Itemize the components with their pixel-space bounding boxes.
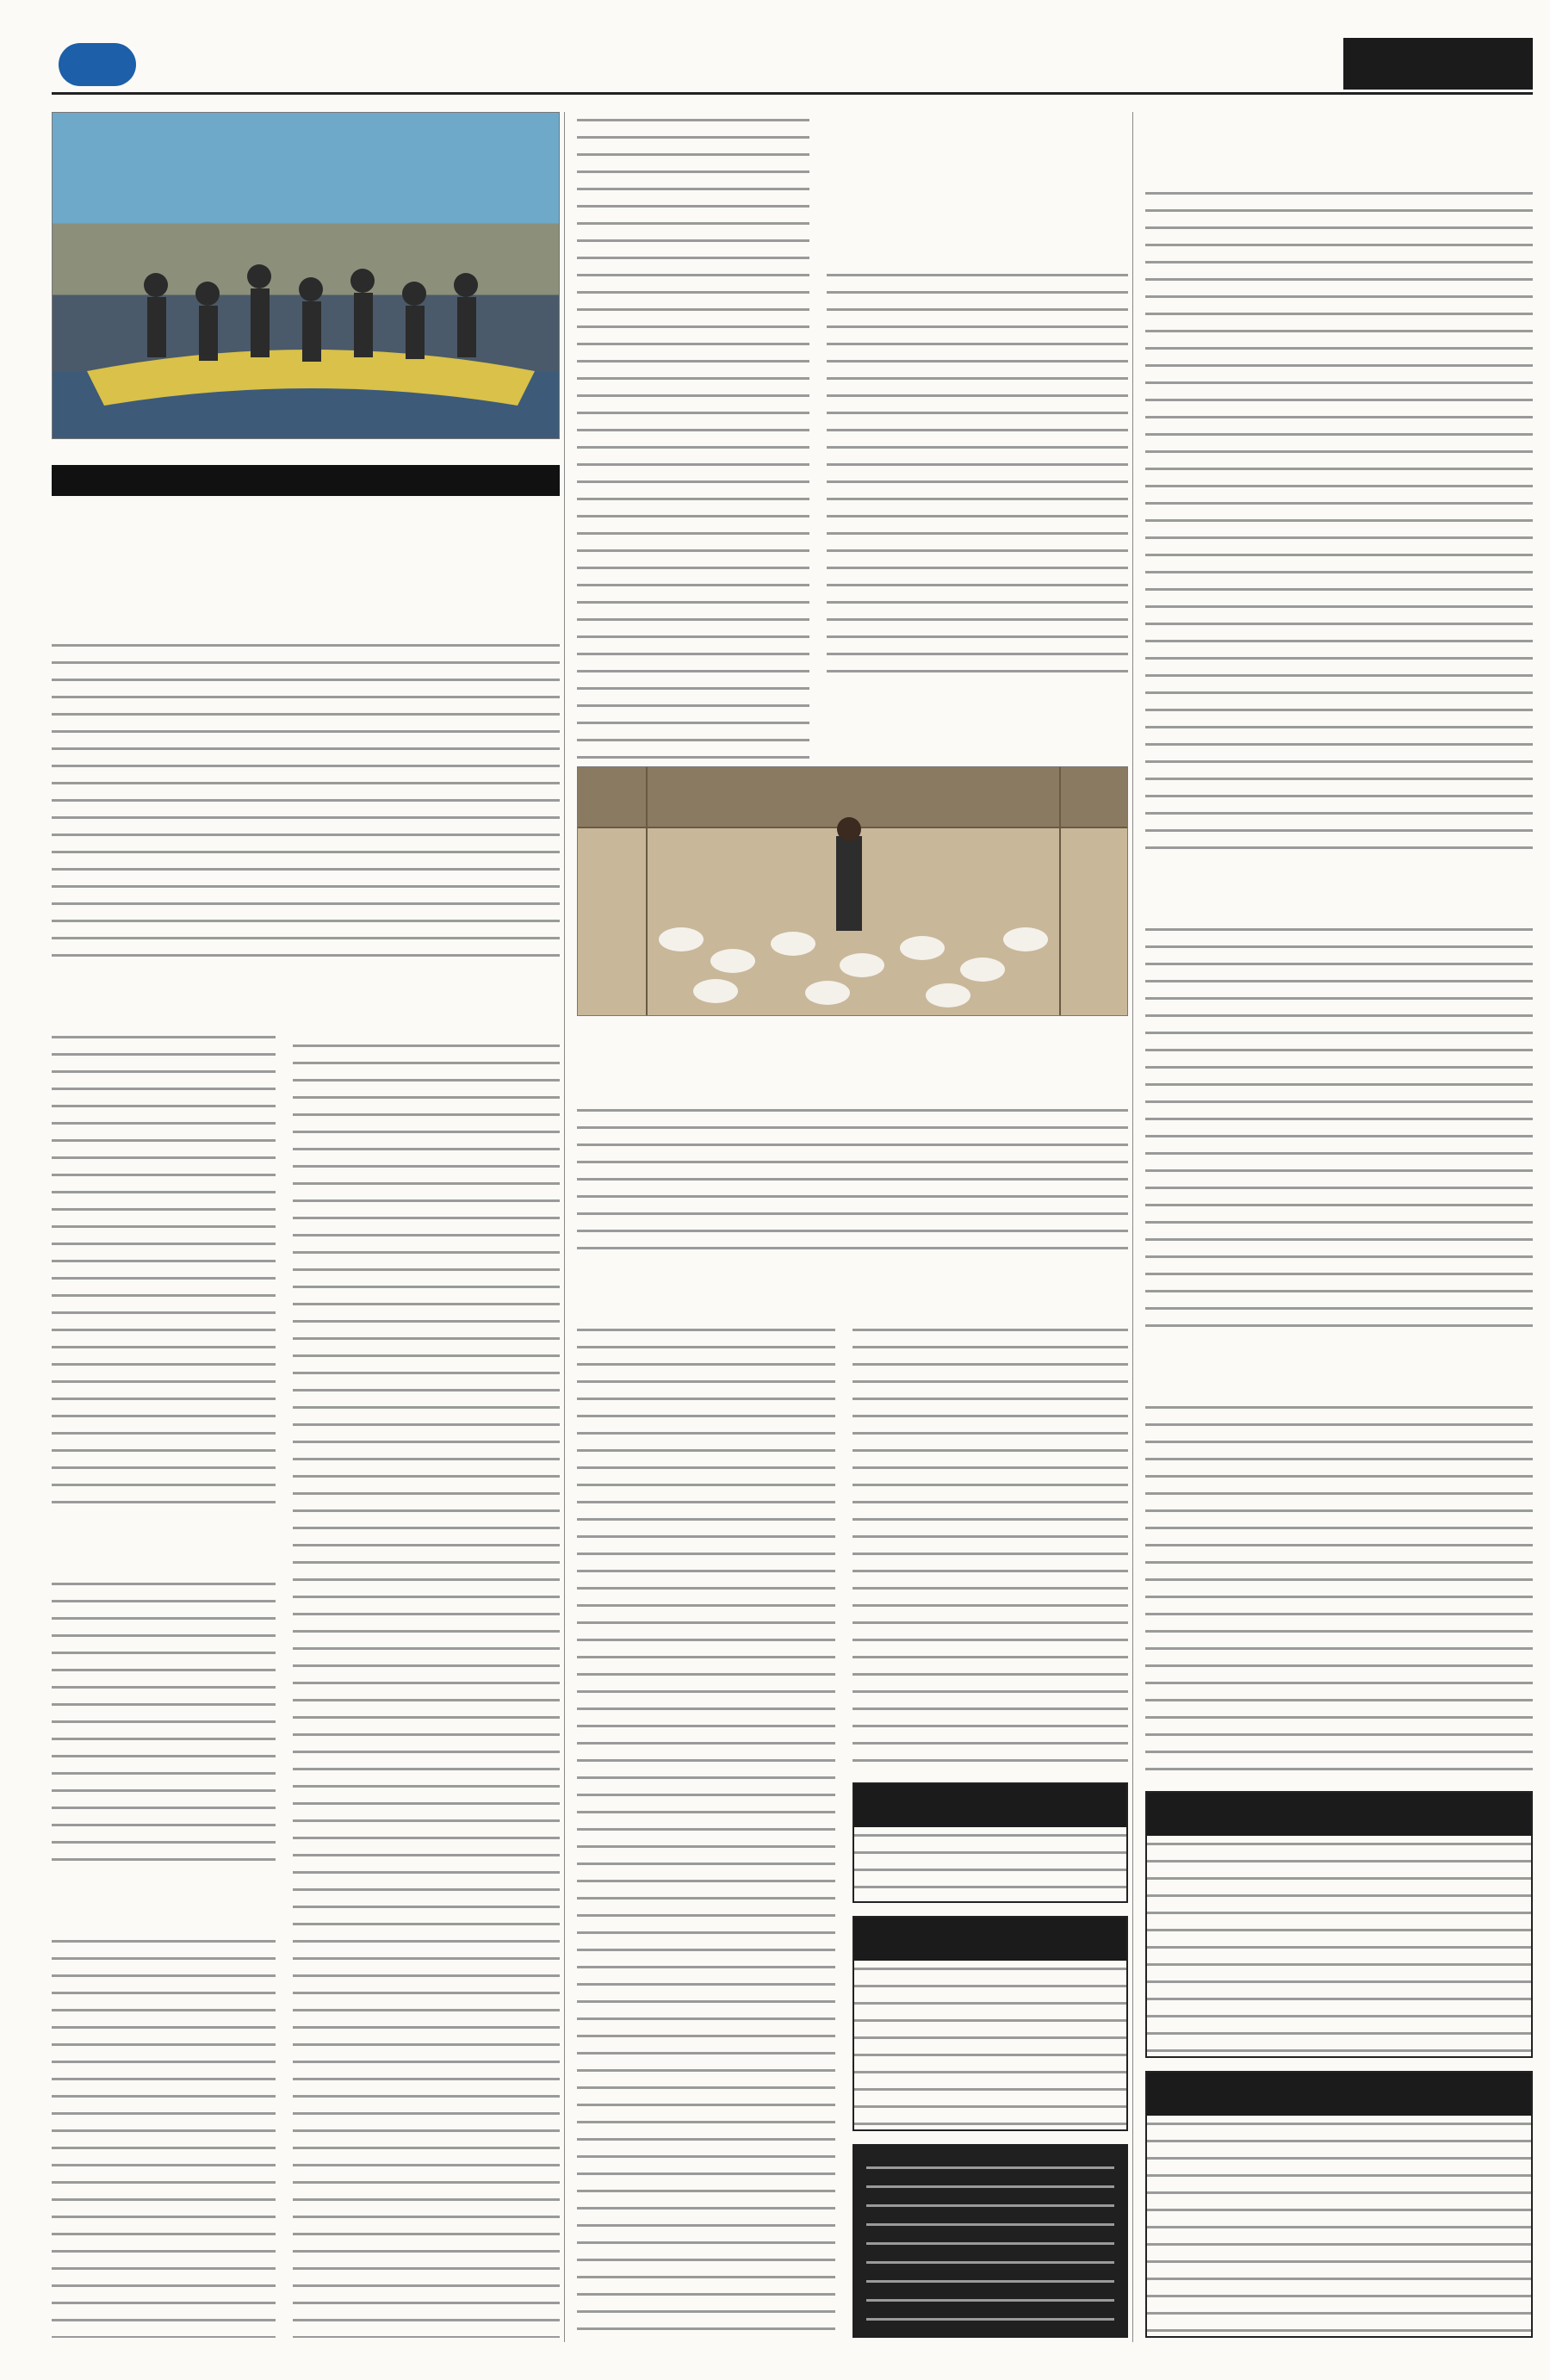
story-title: [293, 973, 560, 1033]
column-divider: [564, 112, 565, 2342]
story-body: [293, 1038, 560, 2338]
lead-headline: [52, 499, 560, 629]
story-title: [1145, 112, 1533, 181]
land-sale-title: [854, 1918, 1126, 1961]
story-title: [1145, 865, 1533, 917]
center-headline: [827, 112, 1128, 258]
story-title: [52, 973, 276, 1025]
legal-notice: [1145, 2071, 1533, 2338]
story-body: [52, 1029, 276, 1511]
legal-notice-title: [1147, 2073, 1531, 2116]
story-title: [852, 1266, 1128, 1317]
newspaper-page: [52, 34, 1533, 2351]
story-title: [577, 1266, 835, 1317]
duck-farm-photo: [577, 766, 1128, 1016]
center-sub-headline: [827, 689, 1128, 758]
date-line: [1111, 43, 1335, 86]
masthead: [52, 34, 1533, 95]
story-body: [52, 1576, 276, 1869]
small-recruitment-title: [854, 1784, 1126, 1827]
story-body: [852, 1322, 1128, 1770]
story-body: [577, 1322, 835, 2338]
lead-photo-caption: [52, 443, 560, 463]
column-divider: [1132, 112, 1133, 2342]
land-sale-notice: [852, 1916, 1128, 2131]
story-title: [1145, 1343, 1533, 1395]
duck-photo-caption: [577, 1020, 1128, 1041]
story-title: [52, 1877, 276, 1929]
story-body: [1145, 921, 1533, 1335]
story-body: [577, 1102, 1128, 1257]
classified-advertisement: [852, 2144, 1128, 2338]
duck-headline: [577, 1046, 1128, 1098]
boat-race-photo: [52, 112, 560, 439]
story-body: [1145, 185, 1533, 857]
story-body: [827, 267, 1128, 680]
story-body: [1145, 1399, 1533, 1778]
recruitment-notice-title: [1147, 1793, 1531, 1836]
small-recruitment-notice: [852, 1782, 1128, 1903]
lead-kicker: [52, 465, 560, 496]
lead-body: [52, 637, 560, 964]
page-number: [59, 43, 136, 86]
story-title: [52, 1520, 276, 1571]
newspaper-logo: [1343, 38, 1533, 90]
recruitment-notice: [1145, 1791, 1533, 2058]
story-body: [52, 1933, 276, 2338]
